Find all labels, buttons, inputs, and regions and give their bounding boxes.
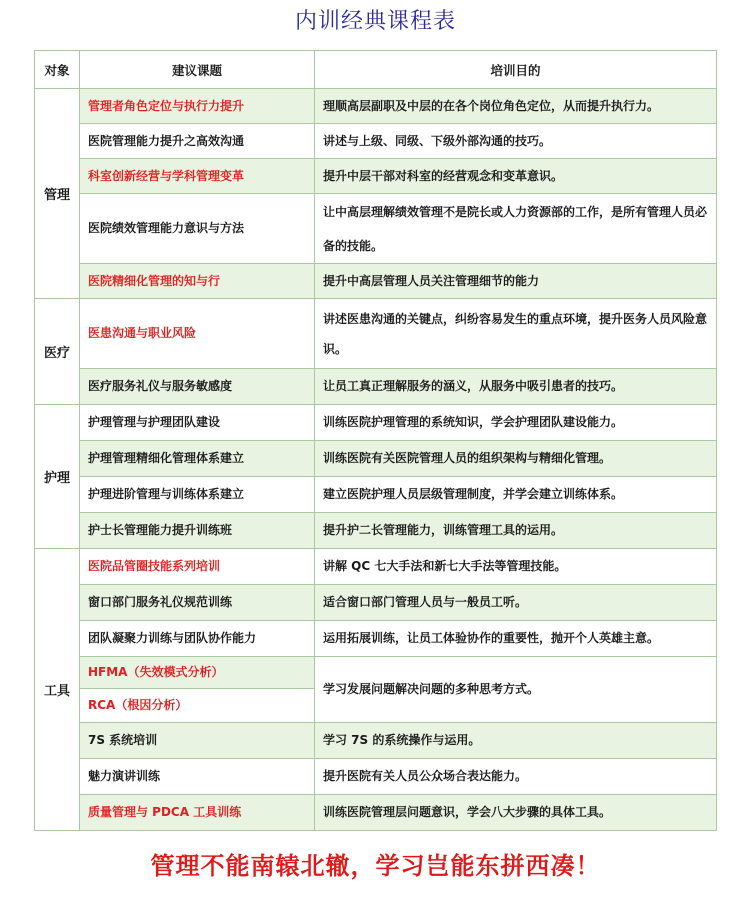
course-goal: 提升医院有关人员公众场合表达能力。 — [315, 759, 717, 795]
course-topic: RCA（根因分析） — [80, 689, 315, 723]
course-goal: 训练医院护理管理的系统知识，学会护理团队建设能力。 — [315, 405, 717, 441]
table-row — [35, 124, 717, 159]
table-row — [35, 264, 717, 299]
course-goal: 讲述医患沟通的关键点，纠纷容易发生的重点环境，提升医务人员风险意识。 — [315, 299, 717, 369]
table-row — [35, 477, 717, 513]
course-topic: 医患沟通与职业风险 — [80, 299, 315, 369]
table-row — [35, 759, 717, 795]
course-goal: 适合窗口部门管理人员与一般员工听。 — [315, 585, 717, 621]
section-nursing: 护理 — [35, 405, 80, 549]
table-row — [35, 657, 717, 689]
course-topic: 管理者角色定位与执行力提升 — [80, 89, 315, 124]
course-goal: 训练医院有关医院管理人员的组织架构与精细化管理。 — [315, 441, 717, 477]
course-topic: 医院管理能力提升之高效沟通 — [80, 124, 315, 159]
course-goal: 建立医院护理人员层级管理制度，并学会建立训练体系。 — [315, 477, 717, 513]
course-topic: 质量管理与 PDCA 工具训练 — [80, 795, 315, 831]
table-row — [35, 621, 717, 657]
course-topic: 护理进阶管理与训练体系建立 — [80, 477, 315, 513]
section-medical: 医疗 — [35, 299, 80, 405]
course-goal: 提升中层干部对科室的经营观念和变革意识。 — [315, 159, 717, 194]
table-header-row — [35, 51, 717, 89]
course-goal: 提升中高层管理人员关注管理细节的能力 — [315, 264, 717, 299]
header-goal: 培训目的 — [315, 51, 717, 89]
course-topic: 魅力演讲训练 — [80, 759, 315, 795]
header-audience: 对象 — [35, 51, 80, 89]
course-goal: 理顺高层副职及中层的在各个岗位角色定位，从而提升执行力。 — [315, 89, 717, 124]
course-topic: 护理管理与护理团队建设 — [80, 405, 315, 441]
course-goal: 讲述与上级、同级、下级外部沟通的技巧。 — [315, 124, 717, 159]
course-goal: 让中高层理解绩效管理不是院长或人力资源部的工作，是所有管理人员必备的技能。 — [315, 194, 717, 264]
course-topic: 科室创新经营与学科管理变革 — [80, 159, 315, 194]
course-topic: 医院绩效管理能力意识与方法 — [80, 194, 315, 264]
section-management: 管理 — [35, 89, 80, 299]
table-row — [35, 299, 717, 369]
table-row — [35, 795, 717, 831]
course-topic: 医院品管圈技能系列培训 — [80, 549, 315, 585]
table-row — [35, 194, 717, 264]
table-row — [35, 405, 717, 441]
slogan: 管理不能南辕北辙，学习岂能东拼西凑！ — [150, 851, 601, 880]
table-row — [35, 723, 717, 759]
course-topic: 护理管理精细化管理体系建立 — [80, 441, 315, 477]
course-topic: HFMA（失效模式分析） — [80, 657, 315, 689]
table-row — [35, 441, 717, 477]
course-topic: 团队凝聚力训练与团队协作能力 — [80, 621, 315, 657]
table-row — [35, 549, 717, 585]
section-tools: 工具 — [35, 549, 80, 831]
course-topic: 窗口部门服务礼仪规范训练 — [80, 585, 315, 621]
course-topic: 护士长管理能力提升训练班 — [80, 513, 315, 549]
course-goal: 学习发展问题解决问题的多种思考方式。 — [315, 657, 717, 723]
course-table — [34, 50, 717, 831]
table-row — [35, 585, 717, 621]
course-topic: 医院精细化管理的知与行 — [80, 264, 315, 299]
header-topic: 建议课题 — [80, 51, 315, 89]
table-row — [35, 89, 717, 124]
course-topic: 医疗服务礼仪与服务敏感度 — [80, 369, 315, 405]
table-row — [35, 369, 717, 405]
course-goal: 学习 7S 的系统操作与运用。 — [315, 723, 717, 759]
course-goal: 让员工真正理解服务的涵义，从服务中吸引患者的技巧。 — [315, 369, 717, 405]
course-goal: 讲解 QC 七大手法和新七大手法等管理技能。 — [315, 549, 717, 585]
course-goal: 训练医院管理层问题意识，学会八大步骤的具体工具。 — [315, 795, 717, 831]
course-goal: 运用拓展训练，让员工体验协作的重要性，抛开个人英雄主意。 — [315, 621, 717, 657]
course-topic: 7S 系统培训 — [80, 723, 315, 759]
course-goal: 提升护二长管理能力，训练管理工具的运用。 — [315, 513, 717, 549]
table-row — [35, 513, 717, 549]
table-row — [35, 159, 717, 194]
page-title: 内训经典课程表 — [294, 9, 456, 34]
